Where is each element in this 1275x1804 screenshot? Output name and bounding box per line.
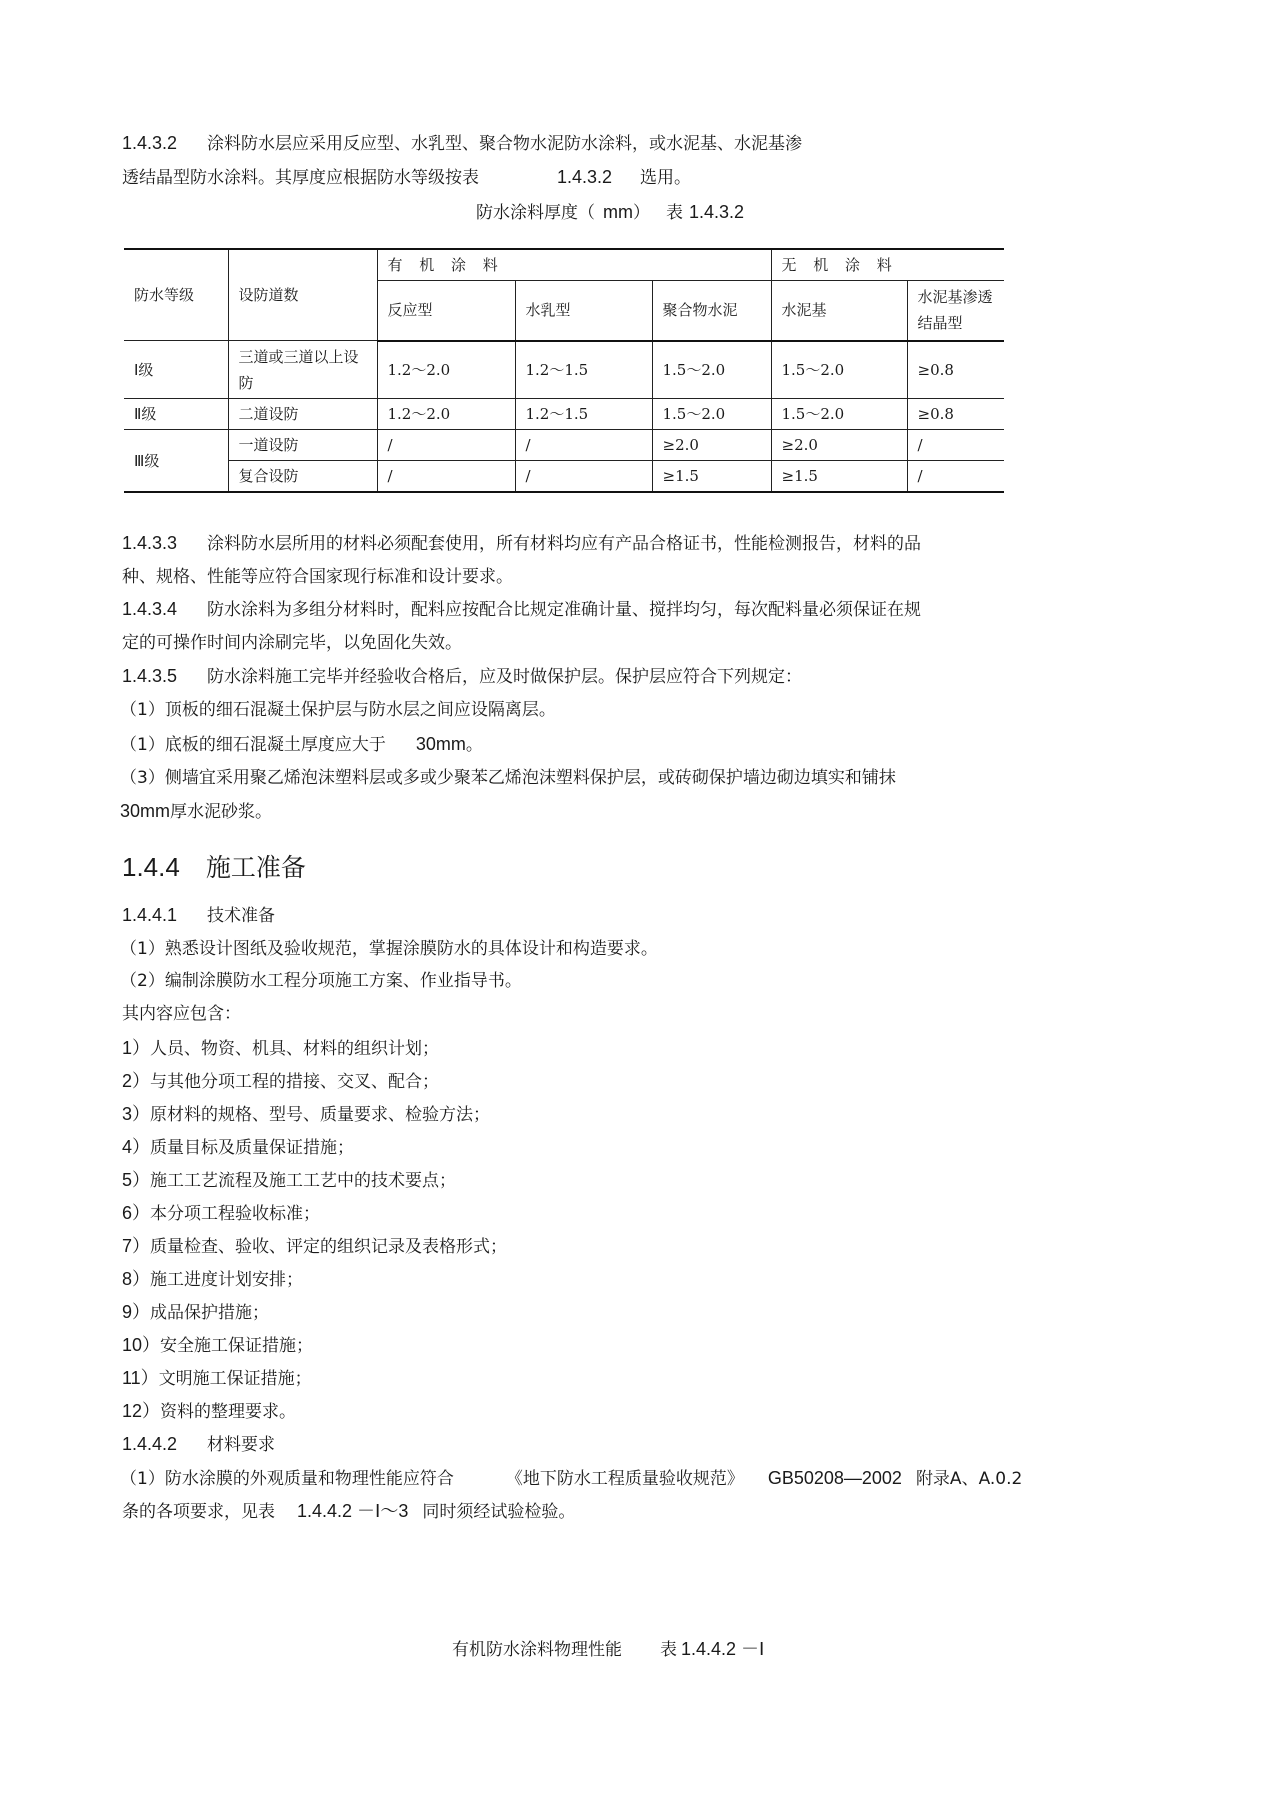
para-1-4-3-4-line2 (122, 632, 462, 654)
paragraph-text: 涂料防水层所用的材料必须配套使用，所有材料均应有产品合格证书，性能检测报告，材料的品 (207, 534, 922, 554)
heading-number: 1.4.4 (122, 852, 180, 882)
list-item (120, 733, 483, 756)
cell-count: 复合设防 (228, 461, 377, 493)
list-text: 文明施工保证措施； (158, 1369, 312, 1389)
header-inorganic (771, 249, 1004, 281)
para-1-4-3-3-line1 (122, 532, 921, 555)
list-text: 原材料的规格、型号、质量要求、检验方法； (150, 1105, 491, 1125)
list-text: 防水涂膜的外观质量和物理性能应符合 (164, 1469, 454, 1489)
list-marker: 3） (122, 1104, 151, 1124)
list-text: 人员、物资、机具、材料的组织计划； (150, 1039, 440, 1059)
standard-code: GB50208—2002 (767, 1468, 902, 1488)
list-item (122, 1367, 312, 1390)
cell-value: 1.2～1.5 (515, 399, 652, 430)
list-marker: （1） (120, 939, 165, 959)
list-item (122, 1070, 439, 1093)
list-text: 底板的细石混凝土厚度应大于 (164, 735, 386, 755)
list-marker: 11） (122, 1368, 159, 1388)
paragraph-text: 种、规格、性能等应符合国家现行标准和设计要求。 (122, 567, 513, 587)
caption-text: ） (633, 203, 650, 223)
para-1-4-3-5-line1 (122, 665, 802, 688)
caption-label: 表 (660, 1640, 677, 1660)
caption-text: 防水涂料厚度（ (476, 203, 595, 223)
list-intro: 其内容应包含： (122, 1004, 241, 1024)
coating-thickness-table (124, 248, 1004, 493)
list-marker: 6） (122, 1203, 151, 1223)
para-1-4-3-2-line1 (122, 132, 802, 155)
cell-value: 1.5～2.0 (652, 399, 771, 430)
list-item (120, 767, 896, 789)
list-text: 条的各项要求，见表 (122, 1502, 275, 1522)
cell-value: ≥0.8 (907, 399, 1004, 430)
list-marker: （1） (120, 700, 165, 720)
heading-title: 施工准备 (205, 853, 306, 882)
list-value: 30mm (415, 734, 466, 754)
cell-value: 1.2～2.0 (377, 399, 515, 430)
list-text: 施工工艺流程及施工工艺中的技术要点； (150, 1171, 457, 1191)
paragraph-text: 防水涂料施工完毕并经验收合格后，应及时做保护层。保护层应符合下列规定： (207, 667, 803, 687)
paragraph-text: 涂料防水层应采用反应型、水乳型、聚合物水泥防水涂料，或水泥基、水泥基渗 (207, 134, 803, 154)
list-item (120, 970, 522, 992)
cell-count: 一道设防 (228, 430, 377, 461)
list-marker: 7） (122, 1236, 151, 1256)
paragraph-text: 防水涂料为多组分材料时，配料应按配合比规定准确计量、搅拌均匀，每次配料量必须保证在规 (207, 600, 922, 620)
list-marker: （1） (120, 1469, 165, 1489)
section-number: 1.4.4.2 (122, 1434, 178, 1454)
header-polymer-cement: 聚合物水泥 (652, 281, 771, 341)
list-marker: 1） (122, 1038, 151, 1058)
list-text: 资料的整理要求。 (160, 1402, 297, 1422)
list-text: 厚水泥砂浆。 (170, 802, 273, 822)
cell-value: 1.5～2.0 (771, 399, 907, 430)
list-text: 附录A、A.0.2 (915, 1469, 1023, 1489)
list-text: 与其他分项工程的措接、交叉、配合； (150, 1072, 440, 1092)
list-text: 质量检查、验收、评定的组织记录及表格形式； (150, 1237, 508, 1257)
cell-value: / (907, 461, 1004, 493)
table-caption (476, 198, 744, 223)
caption-label: 表 (666, 203, 683, 223)
caption-unit: mm (603, 202, 633, 222)
list-item (122, 1334, 313, 1357)
list-marker: 2） (122, 1071, 151, 1091)
list-text: 成品保护措施； (150, 1303, 270, 1323)
cell-value: ≥1.5 (771, 461, 907, 493)
para-1-4-3-2-line2 (122, 166, 691, 189)
list-text: 顶板的细石混凝土保护层与防水层之间应设隔离层。 (164, 700, 556, 720)
cell-value: ≥2.0 (652, 430, 771, 461)
list-item (122, 1400, 296, 1423)
standard-title: 《地下防水工程质量验收规范》 (505, 1469, 744, 1489)
header-water-emulsion: 水乳型 (515, 281, 652, 341)
cell-value: / (377, 430, 515, 461)
header-organic (377, 249, 771, 281)
list-value: 30mm (120, 801, 171, 821)
section-number: 1.4.3.2 (122, 133, 178, 153)
cell-value: ≥1.5 (652, 461, 771, 493)
subsection-title: 技术准备 (207, 906, 276, 926)
list-marker: 10） (122, 1335, 161, 1355)
cell-value: ≥0.8 (907, 341, 1004, 399)
cell-value: / (377, 461, 515, 493)
section-number: 1.4.3.4 (122, 599, 178, 619)
list-text: 熟悉设计图纸及验收规范，掌握涂膜防水的具体设计和构造要求。 (164, 939, 658, 959)
list-item-continuation (122, 1500, 575, 1523)
table-caption (452, 1635, 764, 1661)
subsection-title: 材料要求 (207, 1435, 276, 1455)
list-marker: 12） (122, 1401, 161, 1421)
header-level: 防水等级 (124, 249, 228, 341)
list-item (122, 1037, 439, 1060)
list-marker: 9） (122, 1302, 151, 1322)
paragraph-text: 选用。 (640, 168, 692, 188)
caption-ref: 1.4.4.2 －Ⅰ (681, 1639, 765, 1659)
list-item (122, 1202, 320, 1225)
list-item (120, 1467, 1022, 1490)
para-1-4-3-3-line2 (122, 566, 513, 588)
list-item (120, 938, 658, 960)
table-ref: 1.4.4.2 －Ⅰ～3 (297, 1501, 409, 1521)
list-text: 同时须经试验检验。 (422, 1502, 576, 1522)
section-heading (122, 848, 306, 884)
list-text: 侧墙宜采用聚乙烯泡沫塑料层或多或少聚苯乙烯泡沫塑料保护层，或砖砌保护墙边砌边填实和铺抹 (164, 768, 896, 788)
list-text: 编制涂膜防水工程分项施工方案、作业指导书。 (164, 971, 522, 991)
header-inorganic-text: 无 机 涂 料 (781, 256, 898, 274)
header-crystalline: 水泥基渗透结晶型 (907, 281, 1004, 341)
cell-value: 1.5～2.0 (771, 341, 907, 399)
list-marker: 8） (122, 1269, 151, 1289)
list-item-continuation (120, 800, 272, 823)
cell-level: Ⅱ级 (124, 399, 228, 430)
list-marker: （1） (120, 735, 165, 755)
cell-value: 1.2～1.5 (515, 341, 652, 399)
list-text: 安全施工保证措施； (160, 1336, 314, 1356)
header-cement-based: 水泥基 (771, 281, 907, 341)
header-organic-text: 有 机 涂 料 (387, 256, 504, 274)
list-text: 施工进度计划安排； (150, 1270, 304, 1290)
cell-value: ≥2.0 (771, 430, 907, 461)
list-text: 。 (465, 735, 483, 755)
list-text: 本分项工程验收标准； (150, 1204, 321, 1224)
subsection-heading (122, 904, 275, 927)
para-1-4-3-4-line1 (122, 598, 921, 621)
section-number: 1.4.4.1 (122, 905, 178, 925)
header-reactive: 反应型 (377, 281, 515, 341)
cell-value: / (515, 430, 652, 461)
list-item (120, 699, 556, 721)
caption-ref: 1.4.3.2 (689, 202, 745, 222)
cell-value: / (515, 461, 652, 493)
section-number: 1.4.3.3 (122, 533, 178, 553)
cell-count: 二道设防 (228, 399, 377, 430)
cell-value: / (907, 430, 1004, 461)
list-item (122, 1235, 507, 1258)
header-count: 设防道数 (228, 249, 377, 341)
list-marker: 4） (122, 1137, 151, 1157)
list-item (122, 1169, 456, 1192)
list-item (122, 1268, 303, 1291)
caption-text: 有机防水涂料物理性能 (452, 1640, 622, 1660)
list-text: 质量目标及质量保证措施； (150, 1138, 355, 1158)
list-marker: （3） (120, 768, 165, 788)
cell-value: 1.5～2.0 (652, 341, 771, 399)
cell-value: 1.2～2.0 (377, 341, 515, 399)
table-ref: 1.4.3.2 (557, 167, 613, 187)
cell-count: 三道或三道以上设防 (228, 341, 377, 399)
list-marker: 5） (122, 1170, 151, 1190)
list-item (122, 1136, 354, 1159)
list-item (122, 1301, 269, 1324)
subsection-heading (122, 1433, 275, 1456)
list-marker: （2） (120, 971, 165, 991)
cell-level: Ⅲ级 (124, 430, 228, 493)
section-number: 1.4.3.5 (122, 666, 178, 686)
paragraph-text: 定的可操作时间内涂刷完毕，以免固化失效。 (122, 633, 462, 653)
list-item (122, 1103, 490, 1126)
paragraph-text: 透结晶型防水涂料。其厚度应根据防水等级按表 (122, 168, 479, 188)
cell-level: Ⅰ级 (124, 341, 228, 399)
